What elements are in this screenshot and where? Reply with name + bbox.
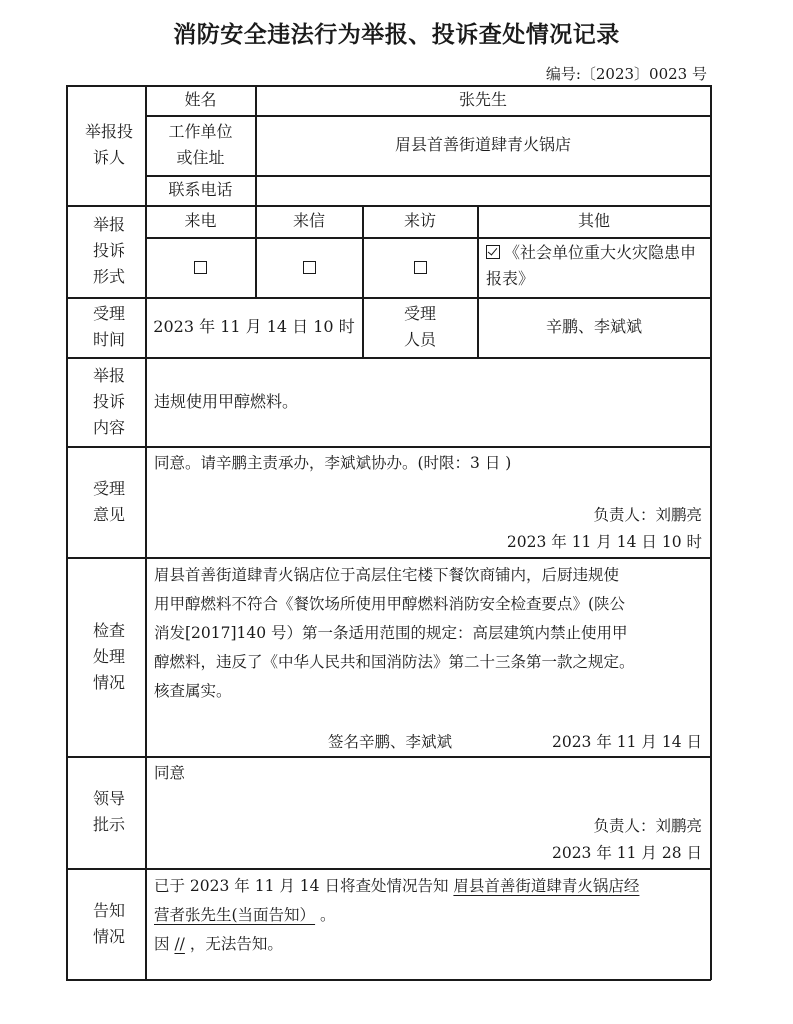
- row-line: [66, 446, 711, 448]
- notify-target-2: 营者张先生(当面告知）: [154, 906, 316, 924]
- leader-label: 领导批示: [92, 789, 125, 834]
- form-label: 举报投诉形式: [92, 215, 125, 286]
- leader-text: 同意: [154, 764, 186, 782]
- notify-reason: //: [174, 935, 185, 953]
- opinion-label: 受理意见: [92, 478, 125, 524]
- accept-staff-label: 受理人员: [403, 304, 436, 349]
- work-label-line-1: 工作单位: [168, 122, 233, 141]
- notify-reason-pre: 因: [154, 935, 170, 953]
- notify-text: [154, 872, 706, 959]
- notify-target-1: 眉县首善街道肆青火锅店经: [453, 877, 640, 895]
- notify-pre: 已于 2023 年 11 月 14 日将查处情况告知: [154, 877, 449, 895]
- leader-owner: 负责人：刘鹏亮: [593, 817, 702, 835]
- accept-time-value: 2023 年 11 月 14 日 10 时: [153, 317, 355, 336]
- option-letter-cell: [256, 237, 362, 297]
- opinion-text: 同意。请辛鹏主责承办，李斌斌协办。(时限：3 日 ): [154, 454, 512, 472]
- row-line: [66, 868, 711, 870]
- notify-label: 告知情况: [92, 900, 125, 946]
- opinion-owner: 负责人：刘鹏亮: [593, 506, 702, 524]
- option-visit-label: 来访: [403, 211, 436, 230]
- option-other-cell: [486, 237, 706, 297]
- border-left: [66, 85, 68, 980]
- phone-value: [256, 175, 710, 205]
- checkbox-visit[interactable]: [414, 261, 427, 274]
- inspection-line: 核查属实。: [154, 682, 232, 700]
- content-text: 违规使用甲醇燃料。: [154, 391, 299, 411]
- option-phone-label: 来电: [184, 211, 217, 230]
- inspection-line: 醇燃料，违反了《中华人民共和国消防法》第二十三条第一款之规定。: [154, 653, 635, 671]
- inspection-date: 2023 年 11 月 14 日: [551, 733, 702, 751]
- option-visit-cell: [363, 237, 477, 297]
- inspection-label: 检查处理情况: [92, 620, 125, 692]
- accept-staff-value: 辛鹏、李斌斌: [545, 317, 642, 336]
- work-value: 眉县首善街道肆青火锅店: [394, 135, 571, 154]
- inspection-line: 用甲醇燃料不符合《餐饮场所使用甲醇燃料消防安全检查要点》(陕公: [154, 595, 626, 613]
- phone-label: 联系电话: [168, 180, 233, 199]
- content-label: 举报投诉内容: [92, 365, 125, 437]
- accept-time-label: 受理时间: [92, 304, 125, 349]
- reporter-label: 举报投诉人: [84, 122, 133, 167]
- document-number: 编号:〔2023〕0023 号: [545, 65, 707, 83]
- checkbox-letter[interactable]: [303, 261, 316, 274]
- border-right: [710, 85, 712, 980]
- name-label: 姓名: [184, 90, 217, 109]
- inspection-line: 消发[2017]140 号）第一条适用范围的规定：高层建筑内禁止使用甲: [154, 624, 628, 642]
- checkbox-phone[interactable]: [194, 261, 207, 274]
- inspection-text: [154, 561, 704, 706]
- record-table: [66, 85, 711, 980]
- row-line: [66, 557, 711, 559]
- option-letter-label: 来信: [292, 211, 325, 230]
- work-label: [146, 115, 255, 175]
- other-text: 《社会单位重大火灾隐患申报表》: [486, 243, 697, 288]
- option-phone-cell: [146, 237, 255, 297]
- inspection-line: 眉县首善街道肆青火锅店位于高层住宅楼下餐饮商铺内，后厨违规使: [154, 566, 620, 584]
- option-other-label: 其他: [577, 211, 610, 230]
- checkbox-other-checked-icon[interactable]: [486, 245, 500, 259]
- leader-date: 2023 年 11 月 28 日: [551, 844, 702, 862]
- name-value: 张先生: [458, 90, 507, 109]
- inspection-sign: 签名辛鹏、李斌斌: [328, 733, 453, 751]
- document-title: 消防安全违法行为举报、投诉查处情况记录: [173, 22, 620, 48]
- notify-reason-post: ，无法告知。: [189, 935, 283, 953]
- border-bottom: [66, 979, 711, 981]
- notify-end: 。: [320, 906, 336, 924]
- opinion-date: 2023 年 11 月 14 日 10 时: [506, 533, 702, 551]
- work-label-line-2: 或住址: [176, 148, 225, 167]
